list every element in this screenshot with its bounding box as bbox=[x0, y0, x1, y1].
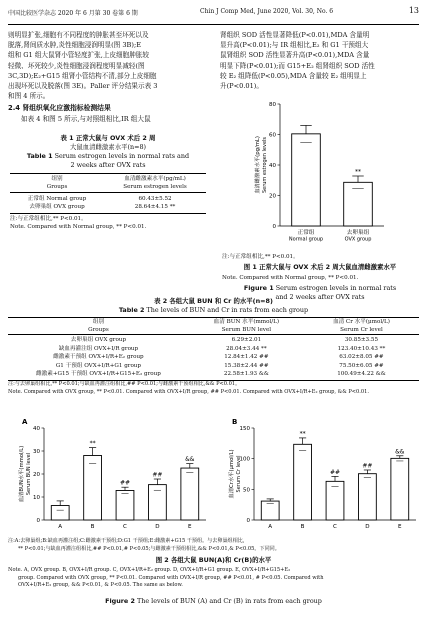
table-cell: 缺血再灌注组 OVX+I/R group bbox=[58, 345, 139, 352]
y-axis-label-en: Serum BUN level bbox=[26, 452, 32, 496]
table-cell: 100.49±4.22 && bbox=[337, 371, 386, 378]
table-body bbox=[8, 335, 419, 379]
table-row bbox=[8, 353, 419, 362]
table-cell: 6.29±2.01 bbox=[231, 337, 262, 343]
table-cell: 60.43±5.52 bbox=[138, 196, 172, 202]
header-groups bbox=[10, 175, 104, 191]
table-row bbox=[10, 195, 206, 203]
table-cell: 雌激素干预组 OVX+I/R+E₂ group bbox=[53, 354, 144, 361]
header-en: Serum estrogen levels bbox=[123, 184, 187, 190]
x-tick-sublabel: Normal group bbox=[288, 236, 324, 243]
bar bbox=[148, 485, 166, 520]
text-line: 则明显扩张,细胞有不同程度的肿胀甚至坏死以及 bbox=[8, 31, 149, 39]
caption-label: Figure 2 bbox=[105, 597, 135, 605]
header-groups bbox=[8, 318, 189, 334]
caption-label: Figure 1 bbox=[243, 284, 274, 292]
text-line: 肾组织 SOD 活性显著降低(P<0.01),MDA 含量明 bbox=[220, 31, 370, 39]
x-tick-label: B bbox=[300, 524, 305, 530]
bar bbox=[358, 474, 376, 520]
figure-1-caption-cn bbox=[220, 263, 420, 272]
caption-text: 2 weeks after OVX rats bbox=[70, 160, 146, 169]
table-mid-rule bbox=[10, 192, 206, 193]
table-cell: 去卵巢组 OVX group bbox=[70, 337, 127, 343]
y-axis-label: 血清雌激素水平(pg/mL) bbox=[255, 136, 261, 194]
table-header bbox=[10, 175, 206, 191]
text-line: 显升高(P<0.01);与 IR 组相比,E₂ 和 G1 干预组大 bbox=[220, 41, 369, 50]
x-tick-sublabel: OVX group bbox=[344, 236, 372, 243]
y-tick-label: 150 bbox=[239, 426, 250, 432]
journal-name-en: Chin J Comp Med, June 2020, Vol. 30, No. 6 bbox=[200, 8, 334, 15]
text-line: 较 E₂ 组降低(P<0.05),MDA 含量较 E₂ 组明显上 bbox=[220, 71, 367, 80]
significance-label: && bbox=[185, 456, 195, 464]
y-tick-label: 100 bbox=[239, 456, 250, 463]
table-cell: 30.85±3.55 bbox=[344, 337, 379, 343]
significance-label: ** bbox=[355, 168, 361, 176]
y-tick-label: 10 bbox=[33, 495, 40, 501]
x-tick-label: A bbox=[268, 524, 273, 530]
bar bbox=[292, 134, 321, 226]
significance-label: ## bbox=[119, 479, 131, 487]
bar bbox=[116, 490, 134, 520]
right-column-text bbox=[220, 30, 420, 91]
note-line: OVX+I/R+E₂ group, && P<0.01, & P<0.05. The same as below. bbox=[18, 582, 183, 589]
x-tick-label: C bbox=[333, 524, 337, 530]
bar bbox=[84, 456, 102, 520]
bar bbox=[181, 468, 199, 520]
note-line: 注:A:去卵巢组;B:缺血再灌注组;C:雌激素干预组;D:G1 干预组;E:雌激素+G15 干预组。与去卵巢组相比, bbox=[8, 538, 245, 544]
table-cell: G1 干预组 OVX+I/R+G1 group bbox=[55, 362, 141, 369]
header-cn: 组别 bbox=[51, 176, 63, 182]
x-tick-label: D bbox=[365, 524, 370, 530]
bar bbox=[261, 501, 279, 520]
y-tick-label: 40 bbox=[269, 163, 276, 169]
table-cell: 75.50±6.05 ## bbox=[339, 362, 384, 369]
table-body bbox=[10, 195, 206, 211]
significance-label: ## bbox=[152, 471, 163, 479]
header-en: Serum BUN level bbox=[221, 327, 272, 333]
note-cn: 注:与正常组相比,** P<0.01。 bbox=[10, 216, 87, 222]
note-line: group. Compared with OVX group, ** P<0.01. Compared with OVX+I/R group, ## P<0.01, # P<0.05. Compared with bbox=[18, 574, 324, 581]
table-caption-cn bbox=[8, 134, 208, 151]
table-row bbox=[8, 345, 419, 354]
table-row bbox=[8, 336, 419, 345]
table-row bbox=[8, 362, 419, 371]
table-row bbox=[10, 203, 206, 211]
figure-2-caption-en bbox=[8, 597, 419, 606]
text-line: 如表 4 和图 5 所示,与对照组相比,IR 组大鼠 bbox=[21, 114, 151, 123]
text-line: 轻微、坏死较少,炎性细胞浸润程度明显减轻(图 bbox=[8, 61, 145, 70]
note-line: Note. A, OVX group. B, OVX+I/R group. C, OVX+I/R+E₂ group. D, OVX+I/R+G1 group. E, OVX+I/R+G15+E₂ bbox=[8, 567, 291, 573]
text-line: 3C,3D);E₂+G15 组肾小管结构不清,部分上皮细胞 bbox=[8, 71, 157, 80]
caption-text: Serum estrogen levels in normal rats and bbox=[54, 152, 190, 160]
y-tick-label: 40 bbox=[33, 426, 40, 432]
header-cn: 组别 bbox=[92, 319, 105, 325]
header-en: Groups bbox=[88, 327, 109, 333]
caption-text: The levels of BUN and Cr in rats from each group bbox=[146, 305, 309, 314]
table-cell: 雌激素+G15 干预组 OVX+I/R+G15+E₂ group bbox=[36, 371, 161, 378]
header-en: Serum Cr level bbox=[340, 327, 383, 333]
significance-label: ** bbox=[299, 430, 306, 438]
section-heading: 2.4 肾组织氧化应激指标检测结果 bbox=[8, 104, 111, 113]
text-line: 和图 4 所示。 bbox=[8, 92, 50, 101]
header-cn: 血清 BUN 水平(mmol/L) bbox=[213, 319, 280, 325]
figure-1-note-en: Note. Compared with Normal group, ** P<0.01. bbox=[222, 275, 359, 281]
significance-label: ## bbox=[329, 468, 341, 476]
header-cn: 血清雌激素水平(pg/mL) bbox=[124, 176, 186, 182]
panel-label: B bbox=[232, 418, 238, 426]
caption-text: 表 1 正常大鼠与 OVX 术后 2 周 bbox=[60, 134, 156, 142]
significance-label: ** bbox=[89, 440, 96, 448]
table-bottom-rule bbox=[10, 213, 206, 214]
caption-text: 图 2 各组大鼠 BUN(A)和 Cr(B)的水平 bbox=[155, 556, 272, 564]
caption-text: and 2 weeks after OVX rats bbox=[275, 292, 365, 301]
note-en: Note. Compared with Normal group, ** P<0.01. bbox=[10, 224, 147, 230]
y-tick-label: 50 bbox=[243, 487, 250, 494]
text-line: 组和 G1 组大鼠肾小管轻度扩张,上皮细胞肿胀较 bbox=[8, 51, 150, 60]
x-tick-label: E bbox=[188, 524, 192, 530]
table-cell: 12.84±1.42 ## bbox=[224, 354, 269, 361]
y-axis-label: 血清Cr水平(μmol/L) bbox=[229, 449, 235, 499]
table-cell: 15.38±2.44 ## bbox=[224, 362, 269, 369]
significance-label: ## bbox=[362, 462, 373, 470]
bar bbox=[391, 458, 409, 520]
bar bbox=[294, 444, 312, 520]
figure-1-chart bbox=[240, 96, 390, 248]
left-column-text bbox=[8, 30, 208, 124]
table-cell: 22.58±1.93 && bbox=[223, 371, 269, 378]
header-bun bbox=[189, 318, 304, 334]
header-cr bbox=[304, 318, 419, 334]
table-notes bbox=[10, 215, 206, 231]
bar bbox=[51, 506, 69, 520]
table-cell: 28.04±3.44 ** bbox=[226, 345, 267, 352]
table-note-en: Note. Compared with OVX group, ** P<0.01. Compared with OVX+I/R group, ## P<0.01. Compared with OVX+I/R+E₂ group, && P<0.01. bbox=[8, 388, 370, 395]
table-top-rule bbox=[10, 173, 206, 174]
figure-2-note-en bbox=[8, 567, 419, 590]
text-line: 鼠肾组织 SOD 活性显著升高(P<0.01),MDA 含量 bbox=[220, 51, 370, 60]
table-cell: 正常组 Normal group bbox=[27, 196, 87, 202]
table-caption-cn bbox=[8, 297, 419, 306]
header-en: Groups bbox=[46, 184, 68, 190]
header-rule bbox=[8, 24, 419, 25]
table-2 bbox=[8, 297, 419, 396]
y-axis-label-en: Serum Cr level bbox=[236, 455, 242, 493]
x-tick-label: A bbox=[58, 524, 63, 530]
caption-text: 表 2 各组大鼠 BUN 和 Cr 的水平(n=8) bbox=[154, 297, 273, 305]
note-line: ** P<0.01;与缺血再灌注组相比,## P<0.01,# P<0.05;与雌激素干预组相比,&& P<0.01,& P<0.05。下同同。 bbox=[18, 545, 280, 552]
figure-1-note-cn: 注:与正常组相比,** P<0.01。 bbox=[222, 254, 299, 260]
y-tick-label: 20 bbox=[269, 193, 276, 200]
caption-text: Serum estrogen levels in normal rats bbox=[275, 284, 397, 292]
caption-text: 大鼠血清雌激素水平(n=8) bbox=[69, 142, 147, 151]
table-cell: 63.02±8.05 ## bbox=[339, 354, 384, 361]
y-tick-label: 60 bbox=[269, 132, 276, 139]
caption-label: Table 1 bbox=[26, 152, 53, 160]
table-row bbox=[8, 370, 419, 379]
header-cn: 血清 Cr 水平(μmol/L) bbox=[332, 319, 390, 325]
y-tick-label: 0 bbox=[246, 518, 250, 524]
page-number: 13 bbox=[408, 6, 419, 15]
y-axis-label-en: Serum estrogen levels bbox=[262, 136, 268, 194]
x-tick-label: D bbox=[155, 524, 160, 530]
x-tick-label: E bbox=[398, 524, 402, 530]
y-tick-label: 80 bbox=[269, 102, 276, 108]
bar bbox=[326, 481, 344, 520]
journal-name-cn: 中国比较医学杂志 2020 年 6 月第 30 卷第 6 期 bbox=[8, 10, 138, 17]
table-header bbox=[8, 318, 419, 334]
panel-label: A bbox=[22, 418, 28, 426]
table-cell: 123.40±10.43 ** bbox=[337, 345, 386, 352]
table-cell: 去卵巢组 OVX group bbox=[29, 204, 85, 210]
table-caption-en bbox=[8, 306, 419, 315]
table-cell: 28.64±4.15 ** bbox=[134, 204, 176, 210]
table-caption-en bbox=[8, 152, 208, 169]
figure-2b-chart bbox=[218, 418, 423, 534]
text-line: 明显下降(P<0.01);而 G15+E₂ 组肾组织 SOD 活性 bbox=[220, 61, 375, 70]
figure-2-caption-cn bbox=[8, 556, 419, 565]
y-tick-label: 0 bbox=[272, 224, 276, 230]
y-axis-label: 血清BUN水平(mmol/L) bbox=[19, 445, 25, 503]
caption-text: 图 1 正常大鼠与 OVX 术后 2 周大鼠血清雌激素水平 bbox=[243, 263, 397, 271]
x-tick-label: 去卵巢组 bbox=[346, 230, 370, 236]
y-tick-label: 0 bbox=[36, 518, 40, 524]
y-tick-label: 20 bbox=[33, 472, 40, 478]
figure-2a-chart bbox=[8, 418, 213, 534]
x-tick-label: B bbox=[90, 524, 95, 530]
text-line: 脱落,肾间质水肿,炎性细胞浸润明显(图 3B);E bbox=[8, 41, 142, 50]
text-line: 出现坏死以及脱落(图 3E)。Paller 评分结果示表 3 bbox=[8, 82, 158, 91]
table-1 bbox=[8, 134, 208, 231]
y-tick-label: 30 bbox=[33, 449, 40, 455]
x-tick-label: C bbox=[123, 524, 127, 530]
x-tick-label: 正常组 bbox=[297, 230, 315, 236]
caption-label: Table 2 bbox=[118, 305, 145, 314]
header-estrogen bbox=[104, 175, 206, 191]
text-line: 升(P<0.01)。 bbox=[220, 82, 263, 91]
figure-2-note-cn bbox=[8, 538, 419, 553]
caption-text: The levels of BUN (A) and Cr (B) in rats from each group bbox=[136, 597, 322, 605]
significance-label: && bbox=[395, 448, 405, 456]
table-note-cn: 注:与去卵巢组相比,** P<0.01;与缺血再灌注组相比,## P<0.01;与雌激素干预组相比,&& P<0.01。 bbox=[8, 380, 241, 387]
